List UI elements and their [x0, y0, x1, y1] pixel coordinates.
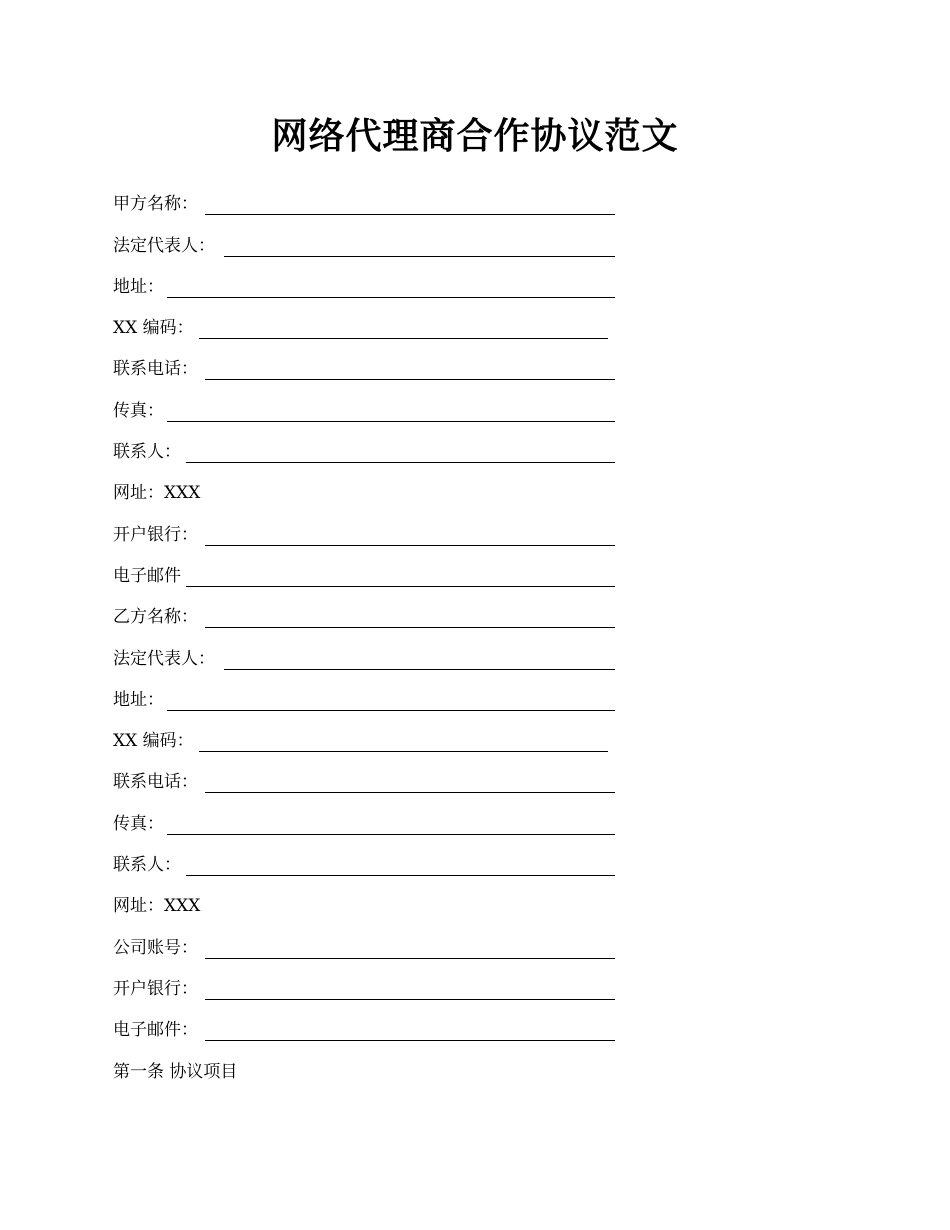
field-party-b-address — [113, 671, 237, 712]
field-party-b-contact — [113, 836, 237, 877]
field-label: 联系人： — [113, 442, 181, 463]
field-party-b-postcode — [113, 712, 237, 753]
field-party-b-fax — [113, 794, 237, 835]
field-label: 网址： — [113, 896, 164, 917]
fill-in-line — [205, 379, 615, 380]
section-heading — [113, 1042, 237, 1083]
fill-in-line — [205, 214, 615, 215]
field-party-a-address — [113, 258, 237, 299]
field-party-b-name — [113, 588, 237, 629]
field-party-b-bank — [113, 960, 237, 1001]
field-party-b-website — [113, 877, 237, 918]
fill-in-line — [199, 338, 608, 339]
field-label: 联系人： — [113, 855, 181, 876]
fill-in-line — [186, 462, 615, 463]
field-party-a-fax — [113, 381, 237, 422]
fill-in-line — [205, 545, 615, 546]
field-party-a-bank — [113, 505, 237, 546]
field-party-a-contact — [113, 423, 237, 464]
fill-in-line — [199, 751, 608, 752]
fill-in-line — [205, 1040, 615, 1041]
field-party-a-legal-rep — [113, 216, 237, 257]
field-party-a-email — [113, 547, 237, 588]
field-party-a-postcode — [113, 299, 237, 340]
field-label: 网址： — [113, 483, 164, 504]
field-label: 联系电话： — [113, 359, 198, 380]
field-party-b-email — [113, 1001, 237, 1042]
field-party-a-name — [113, 175, 237, 216]
field-value: XXX — [164, 896, 201, 917]
field-label: 地址： — [113, 689, 164, 710]
field-label: 传真： — [113, 813, 164, 834]
field-label: 乙方名称： — [113, 607, 198, 628]
field-label: 传真： — [113, 400, 164, 421]
document-title: 网络代理商合作协议范文 — [271, 115, 679, 157]
field-label: 地址： — [113, 276, 164, 297]
field-party-b-account — [113, 918, 237, 959]
field-label: 公司账号： — [113, 937, 198, 958]
field-label: XX 编码： — [113, 318, 194, 339]
fill-in-line — [224, 669, 615, 670]
field-label: XX 编码： — [113, 731, 194, 752]
fill-in-line — [167, 834, 615, 835]
fill-in-line — [205, 627, 615, 628]
section-heading-text: 第一条 协议项目 — [113, 1061, 238, 1082]
fill-in-line — [224, 256, 615, 257]
field-party-b-legal-rep — [113, 629, 237, 670]
party-info-fields — [113, 175, 237, 1084]
fill-in-line — [167, 297, 615, 298]
field-label: 法定代表人： — [113, 648, 215, 669]
field-label: 开户银行： — [113, 524, 198, 545]
fill-in-line — [167, 421, 615, 422]
field-label: 联系电话： — [113, 772, 198, 793]
fill-in-line — [205, 958, 615, 959]
field-party-b-phone — [113, 753, 237, 794]
field-label: 电子邮件 — [113, 565, 181, 586]
fill-in-line — [167, 710, 615, 711]
fill-in-line — [205, 792, 615, 793]
field-value: XXX — [164, 483, 201, 504]
fill-in-line — [186, 875, 615, 876]
field-label: 甲方名称： — [113, 194, 198, 215]
field-label: 开户银行： — [113, 978, 198, 999]
field-label: 电子邮件： — [113, 1020, 198, 1041]
field-party-a-phone — [113, 340, 237, 381]
field-label: 法定代表人： — [113, 235, 215, 256]
fill-in-line — [205, 999, 615, 1000]
fill-in-line — [186, 586, 615, 587]
field-party-a-website — [113, 464, 237, 505]
